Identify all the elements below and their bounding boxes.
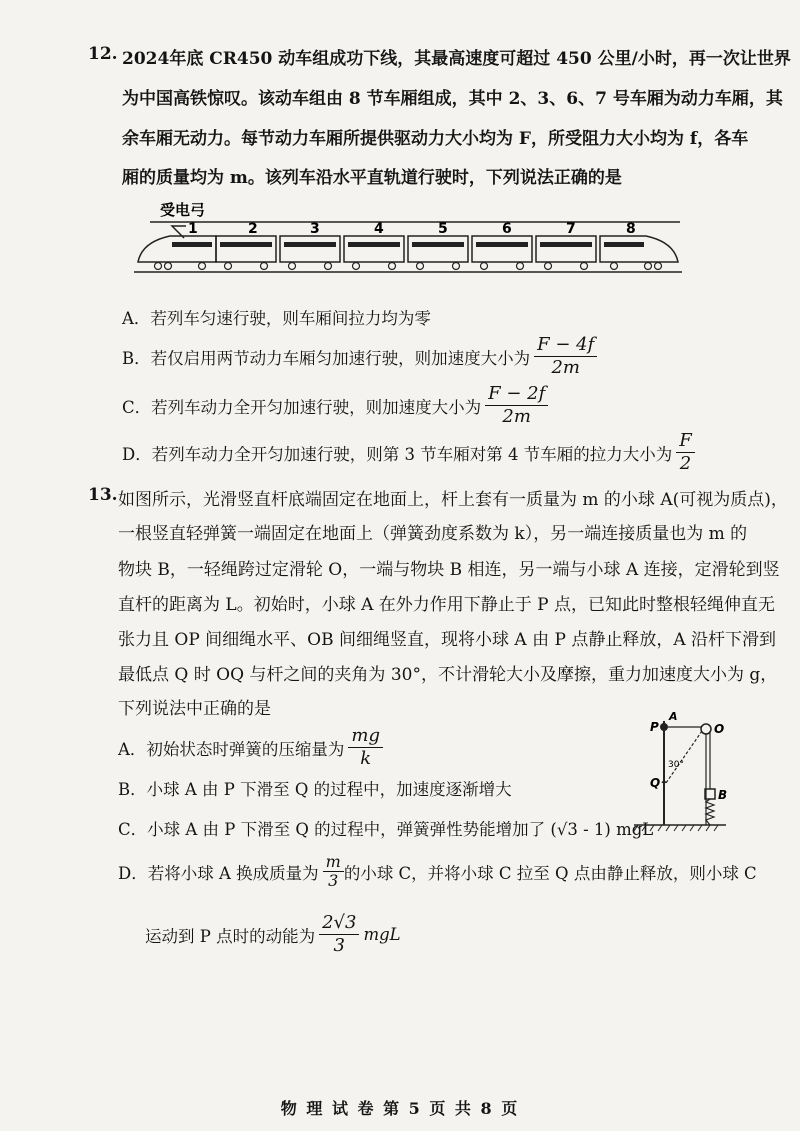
car-number-2: 2 <box>248 221 258 237</box>
q12-line-2: 为中国高铁惊叹。该动车组由 8 节车厢组成，其中 2、3、6、7 号车厢为动力车厢，其 <box>122 89 783 109</box>
fraction-denominator: 2m <box>502 406 531 427</box>
label-q: Q <box>650 776 661 790</box>
fraction-numerator: F <box>676 430 695 453</box>
q13-option-b <box>118 776 512 800</box>
car-5 <box>408 236 468 262</box>
q12-option-a <box>122 305 431 329</box>
ball-a <box>660 723 668 731</box>
q13-option-c <box>118 816 653 840</box>
q13-option-a <box>118 725 383 770</box>
q13-line-3: 物块 B，一轻绳跨过定滑轮 O，一端与物块 B 相连，另一端与小球 A 连接，定滑轮到竖 <box>118 560 780 580</box>
pantograph-label: 受电弓 <box>160 201 206 219</box>
q12-line-3: 余车厢无动力。每节动力车厢所提供驱动力大小均为 F，所受阻力大小均为 f，各车 <box>122 129 749 149</box>
q12-option-b-fraction <box>534 334 597 379</box>
q13-line-6: 最低点 Q 时 OQ 与杆之间的夹角为 30°，不计滑轮大小及摩擦，重力加速度大小为 g， <box>118 665 778 685</box>
q12-option-b <box>122 334 597 379</box>
q12-option-c-text: C．若列车动力全开匀加速行驶，则加速度大小为 <box>122 397 482 417</box>
fraction-numerator: mg <box>348 725 383 748</box>
q13-option-d-continued <box>145 912 401 957</box>
q13-option-d-mass-fraction <box>323 853 344 890</box>
fraction-denominator: 2m <box>551 357 580 378</box>
fraction-denominator: k <box>360 748 372 769</box>
car-numbers <box>188 221 636 237</box>
q12-option-d <box>122 430 695 475</box>
label-a: A <box>669 710 678 723</box>
label-b: B <box>718 788 728 802</box>
car-number-5: 5 <box>438 221 448 237</box>
q13-option-c-text: C．小球 A 由 P 下滑至 Q 的过程中，弹簧弹性势能增加了 (√3 - 1) mgL <box>118 820 654 839</box>
fraction-denominator: 2 <box>679 453 692 474</box>
q12-option-a-text: A．若列车匀速行驶，则车厢间拉力均为零 <box>122 309 431 328</box>
q13-option-d <box>118 853 757 890</box>
fraction-numerator: F − 4f <box>534 334 597 357</box>
q13-option-a-fraction <box>348 725 383 770</box>
q12-line-1: 2024年底 CR450 动车组成功下线，其最高速度可超过 450 公里/小时，再一次让世界 <box>122 49 791 69</box>
page-footer: 物 理 试 卷 第 5 页 共 8 页 <box>280 1099 520 1118</box>
fraction-denominator: 3 <box>328 871 339 890</box>
q13-option-d2-text: 运动到 P 点时的动能为 <box>145 926 316 946</box>
fraction-denominator: 3 <box>333 935 345 956</box>
q13-line-2: 一根竖直轻弹簧一端固定在地面上（弹簧劲度系数为 k），另一端连接质量也为 m 的 <box>118 524 748 544</box>
car-number-6: 6 <box>502 221 512 237</box>
fraction-numerator: 2√3 <box>319 912 359 935</box>
car-6 <box>472 236 532 262</box>
q12-option-d-text: D．若列车动力全开匀加速行驶，则第 3 节车厢对第 4 节车厢的拉力大小为 <box>122 444 673 464</box>
car-8-nose <box>600 236 678 262</box>
spring <box>706 799 714 825</box>
q12-number: 12. <box>88 44 118 64</box>
car-4 <box>344 236 404 262</box>
car-number-7: 7 <box>566 221 576 237</box>
q13-line-1: 如图所示，光滑竖直杆底端固定在地面上，杆上套有一质量为 m 的小球 A(可视为质点)， <box>118 490 788 510</box>
car-7 <box>536 236 596 262</box>
car-1-nose <box>138 236 216 262</box>
train-cars <box>134 236 682 272</box>
label-o: O <box>714 722 725 736</box>
car-number-1: 1 <box>188 221 198 237</box>
q12-option-d-fraction <box>676 430 695 475</box>
train-figure <box>130 198 690 278</box>
fraction-numerator: m <box>323 853 344 872</box>
car-number-3: 3 <box>310 221 320 237</box>
rope-oq <box>666 731 702 783</box>
car-number-4: 4 <box>374 221 384 237</box>
q13-number: 13. <box>88 485 118 505</box>
car-2 <box>216 236 276 262</box>
q12-option-b-text: B．若仅启用两节动力车厢匀加速行驶，则加速度大小为 <box>122 348 531 368</box>
q13-option-d-text-2: 的小球 C，并将小球 C 拉至 Q 点由静止释放，则小球 C <box>343 863 757 883</box>
car-number-8: 8 <box>626 221 636 237</box>
label-p: P <box>650 720 659 734</box>
fraction-numerator: F − 2f <box>485 383 548 406</box>
q13-option-d2-fraction <box>319 912 359 957</box>
label-angle: 30° <box>668 760 684 770</box>
q13-option-d-text: D．若将小球 A 换成质量为 <box>118 863 319 883</box>
q13-option-a-text: A．初始状态时弹簧的压缩量为 <box>118 739 345 759</box>
q12-option-c <box>122 383 548 428</box>
q12-option-c-fraction <box>485 383 548 428</box>
car-3 <box>280 236 340 262</box>
q13-option-b-text: B．小球 A 由 P 下滑至 Q 的过程中，加速度逐渐增大 <box>118 780 512 799</box>
q13-line-5: 张力且 OP 间细绳水平、OB 间细绳竖直，现将小球 A 由 P 点静止释放，A 沿杆下滑到 <box>118 630 777 650</box>
q13-line-7: 下列说法中正确的是 <box>118 699 271 719</box>
q12-line-4: 厢的质量均为 m。该列车沿水平直轨道行驶时，下列说法正确的是 <box>122 168 622 188</box>
q13-option-d2-tail: mgL <box>363 925 401 944</box>
q13-line-4: 直杆的距离为 L。初始时，小球 A 在外力作用下静止于 P 点，已知此时整根轻绳伸直无 <box>118 595 776 615</box>
